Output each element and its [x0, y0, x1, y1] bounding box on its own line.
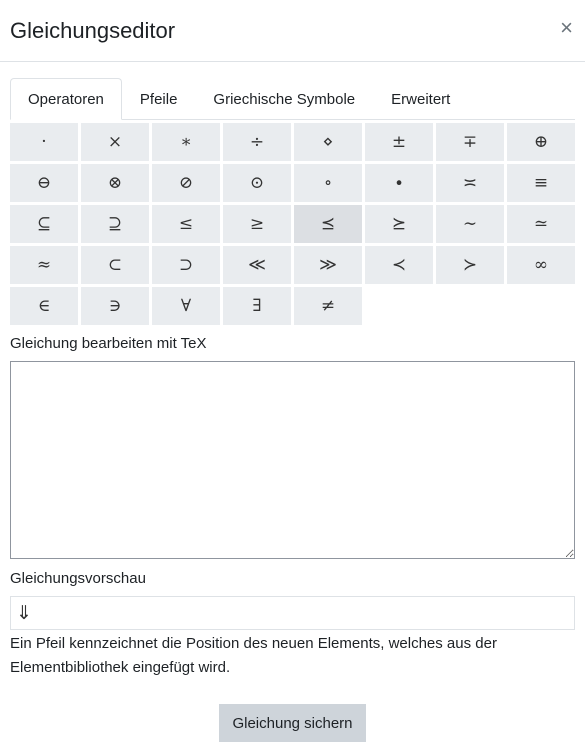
operator-button[interactable]: ⊆	[10, 205, 78, 243]
operator-symbol-grid	[10, 123, 575, 325]
operator-button[interactable]: ⊃	[152, 246, 220, 284]
operator-button[interactable]: ∗	[152, 123, 220, 161]
operator-button[interactable]: ⪯	[294, 205, 362, 243]
tex-editor-input[interactable]	[10, 361, 575, 559]
operator-button[interactable]: ∈	[10, 287, 78, 325]
equation-preview	[10, 596, 575, 630]
operator-button[interactable]: ⊂	[81, 246, 149, 284]
operator-button[interactable]: ≫	[294, 246, 362, 284]
operator-button[interactable]: ∘	[294, 164, 362, 202]
operator-button[interactable]: ≥	[223, 205, 291, 243]
operator-button[interactable]: ∙	[365, 164, 433, 202]
dialog-title: Gleichungseditor	[10, 17, 176, 43]
help-text: Ein Pfeil kennzeichnet die Position des neuen Elements, welches aus der Elementbibliothek eingefügt wird.	[10, 635, 497, 676]
operator-button[interactable]: ⪰	[365, 205, 433, 243]
operator-button[interactable]: ⊘	[152, 164, 220, 202]
dialog-body	[0, 62, 585, 742]
operator-button[interactable]: ±	[365, 123, 433, 161]
tab-operatoren[interactable]: Operatoren	[10, 78, 122, 120]
tab-erweitert[interactable]: Erweitert	[391, 91, 451, 108]
operator-button[interactable]: ∋	[81, 287, 149, 325]
operator-button[interactable]: ⋄	[294, 123, 362, 161]
operator-button[interactable]: ⊕	[507, 123, 575, 161]
operator-button[interactable]: ≺	[365, 246, 433, 284]
save-equation-button[interactable]: Gleichung sichern	[219, 704, 365, 742]
tab-griechische-symbole[interactable]: Griechische Symbole	[213, 91, 356, 108]
operator-button[interactable]: ⊖	[10, 164, 78, 202]
dialog-header	[0, 0, 585, 62]
operator-button[interactable]: ∓	[436, 123, 504, 161]
operator-button[interactable]: ·	[10, 123, 78, 161]
operator-button[interactable]: ∼	[436, 205, 504, 243]
operator-button[interactable]: ≤	[152, 205, 220, 243]
operator-button[interactable]: ⊗	[81, 164, 149, 202]
operator-button[interactable]: ×	[81, 123, 149, 161]
tex-editor-label: Gleichung bearbeiten mit TeX	[10, 335, 207, 352]
preview-label: Gleichungsvorschau	[10, 570, 146, 587]
operator-button[interactable]: ⊇	[81, 205, 149, 243]
dialog-footer	[10, 704, 575, 742]
operator-button[interactable]: ∞	[507, 246, 575, 284]
operator-button[interactable]: ≃	[507, 205, 575, 243]
operator-button[interactable]: ∀	[152, 287, 220, 325]
operator-button[interactable]: ≻	[436, 246, 504, 284]
close-icon[interactable]: ×	[560, 14, 573, 40]
insert-position-arrow-icon: ⇓	[16, 602, 32, 624]
operator-button[interactable]: ≡	[507, 164, 575, 202]
tab-pfeile[interactable]: Pfeile	[139, 91, 178, 108]
tab-bar	[10, 78, 575, 120]
operator-button[interactable]: ∃	[223, 287, 291, 325]
operator-button[interactable]: ⊙	[223, 164, 291, 202]
operator-button[interactable]: ÷	[223, 123, 291, 161]
operator-button[interactable]: ≪	[223, 246, 291, 284]
operator-button[interactable]: ≠	[294, 287, 362, 325]
operator-button[interactable]: ≈	[10, 246, 78, 284]
operator-button[interactable]: ≍	[436, 164, 504, 202]
